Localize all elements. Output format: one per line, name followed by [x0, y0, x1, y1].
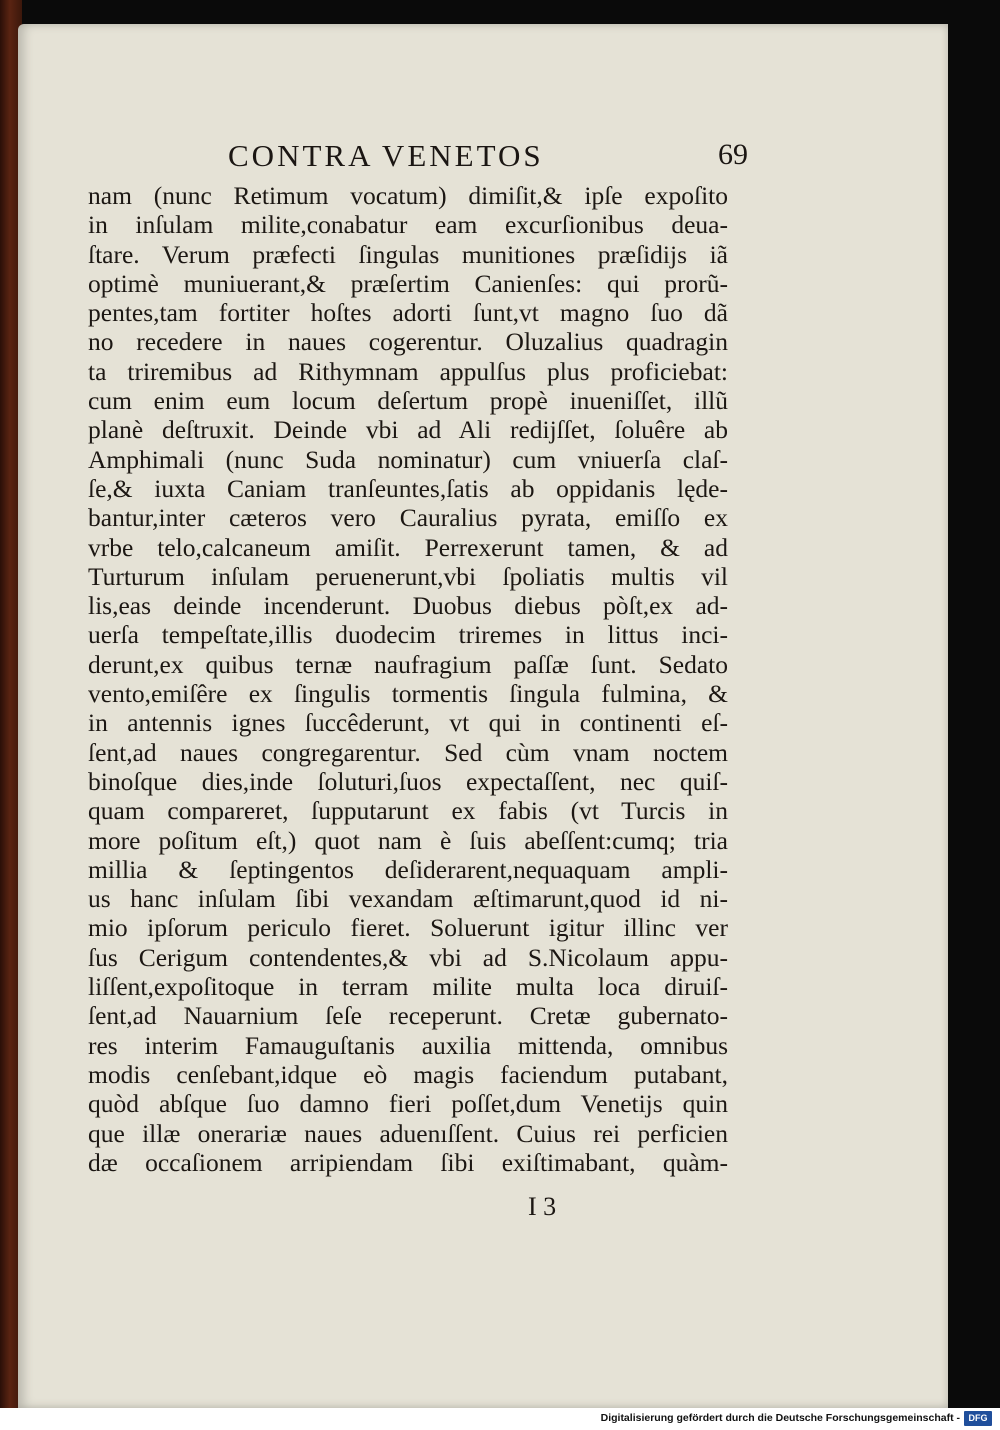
text-line: modis cenſebant,idque eò magis faciendum putabant, — [88, 1059, 728, 1089]
dfg-logo[interactable]: DFG — [964, 1411, 992, 1426]
page-header — [228, 138, 748, 186]
text-line: in inſulam milite,conabatur eam excurſionibus deua- — [88, 210, 728, 240]
text-line: Turturum inſulam peruenerunt,vbi ſpoliatis multis vil — [88, 561, 728, 591]
funding-credit: Digitalisierung gefördert durch die Deutsche Forschungsgemeinschaft - — [600, 1412, 960, 1424]
signature-mark: I 3 — [528, 1192, 557, 1221]
text-line: ſent,ad Nauarnium ſeſe receperunt. Cretæ gubernato- — [88, 1001, 728, 1031]
text-line: mio ipſorum periculo fieret. Soluerunt igitur illinc ver — [88, 913, 728, 943]
text-line: binoſque dies,inde ſoluturi,ſuos expectaſſent, nec quiſ- — [88, 766, 728, 796]
running-title: CONTRA VENETOS — [228, 138, 544, 173]
footer-bar — [0, 1408, 1000, 1430]
text-line: in antennis ignes ſuccêderunt, vt qui in continenti eſ- — [88, 708, 728, 738]
text-line: quam compareret, ſupputarunt ex fabis (vt Turcis in — [88, 796, 728, 826]
text-line: no recedere in naues cogerentur. Oluzalius quadragin — [88, 327, 728, 357]
text-line: vrbe telo,calcaneum amiſit. Perrexerunt tamen, & ad — [88, 532, 728, 562]
page-number: 69 — [718, 138, 748, 171]
text-line: liſſent,expoſitoque in terram milite multa loca diruiſ- — [88, 972, 728, 1002]
text-line: derunt,ex quibus ternæ naufragium paſſæ ſunt. Sedato — [88, 649, 728, 679]
text-line: res interim Famauguſtanis auxilia mittenda, omnibus — [88, 1030, 728, 1060]
text-line: pentes,tam fortiter hoſtes adorti ſunt,vt magno ſuo dã — [88, 298, 728, 328]
text-line: ſus Cerigum contendentes,& vbi ad S.Nicolaum appu- — [88, 942, 728, 972]
text-line: cum enim eum locum deſertum propè inueniſſet, illũ — [88, 386, 728, 416]
text-line: que illæ onerariæ naues aduenıſſent. Cuius rei perficien — [88, 1118, 728, 1148]
text-line: dæ occaſionem arripiendam ſibi exiſtimabant, quàm- — [88, 1147, 728, 1177]
text-line: quòd abſque ſuo damno fieri poſſet,dum Venetijs quin — [88, 1089, 728, 1119]
text-line: ſe,& iuxta Caniam tranſeuntes,ſatis ab oppidanis lęde- — [88, 473, 728, 503]
text-line: uerſa tempeſtate,illis duodecim triremes in littus inci- — [88, 620, 728, 650]
text-line: more poſitum eſt,) quot nam è ſuis abeſſent:cumq; tria — [88, 825, 728, 855]
text-line: optimè muniuerant,& præſertim Canienſes: qui prorũ- — [88, 268, 728, 298]
body-text — [88, 181, 728, 1177]
text-line: us hanc inſulam ſibi vexandam æſtimarunt,quod id ni- — [88, 884, 728, 914]
text-line: vento,emiſêre ex ſingulis tormentis ſingula fulmina, & — [88, 679, 728, 709]
text-line: bantur,inter cæteros vero Cauralius pyrata, emiſſo ex — [88, 503, 728, 533]
text-line: ta triremibus ad Rithymnam appulſus plus proficiebat: — [88, 356, 728, 386]
text-line: nam (nunc Retimum vocatum) dimiſit,& ipſe expoſito — [88, 181, 728, 210]
text-line: Amphimali (nunc Suda nominatur) cum vniuerſa claſ- — [88, 444, 728, 474]
text-line: millia & ſeptingentos deſiderarent,nequaquam ampli- — [88, 854, 728, 884]
text-line: ſtare. Verum præfecti ſingulas munitiones præſidijs iã — [88, 239, 728, 269]
text-line: lis,eas deinde incenderunt. Duobus diebus pòſt,ex ad- — [88, 591, 728, 621]
text-line: ſent,ad naues congregarentur. Sed cùm vnam noctem — [88, 737, 728, 767]
text-line: planè deſtruxit. Deinde vbi ad Ali redijſſet, ſoluêre ab — [88, 415, 728, 445]
